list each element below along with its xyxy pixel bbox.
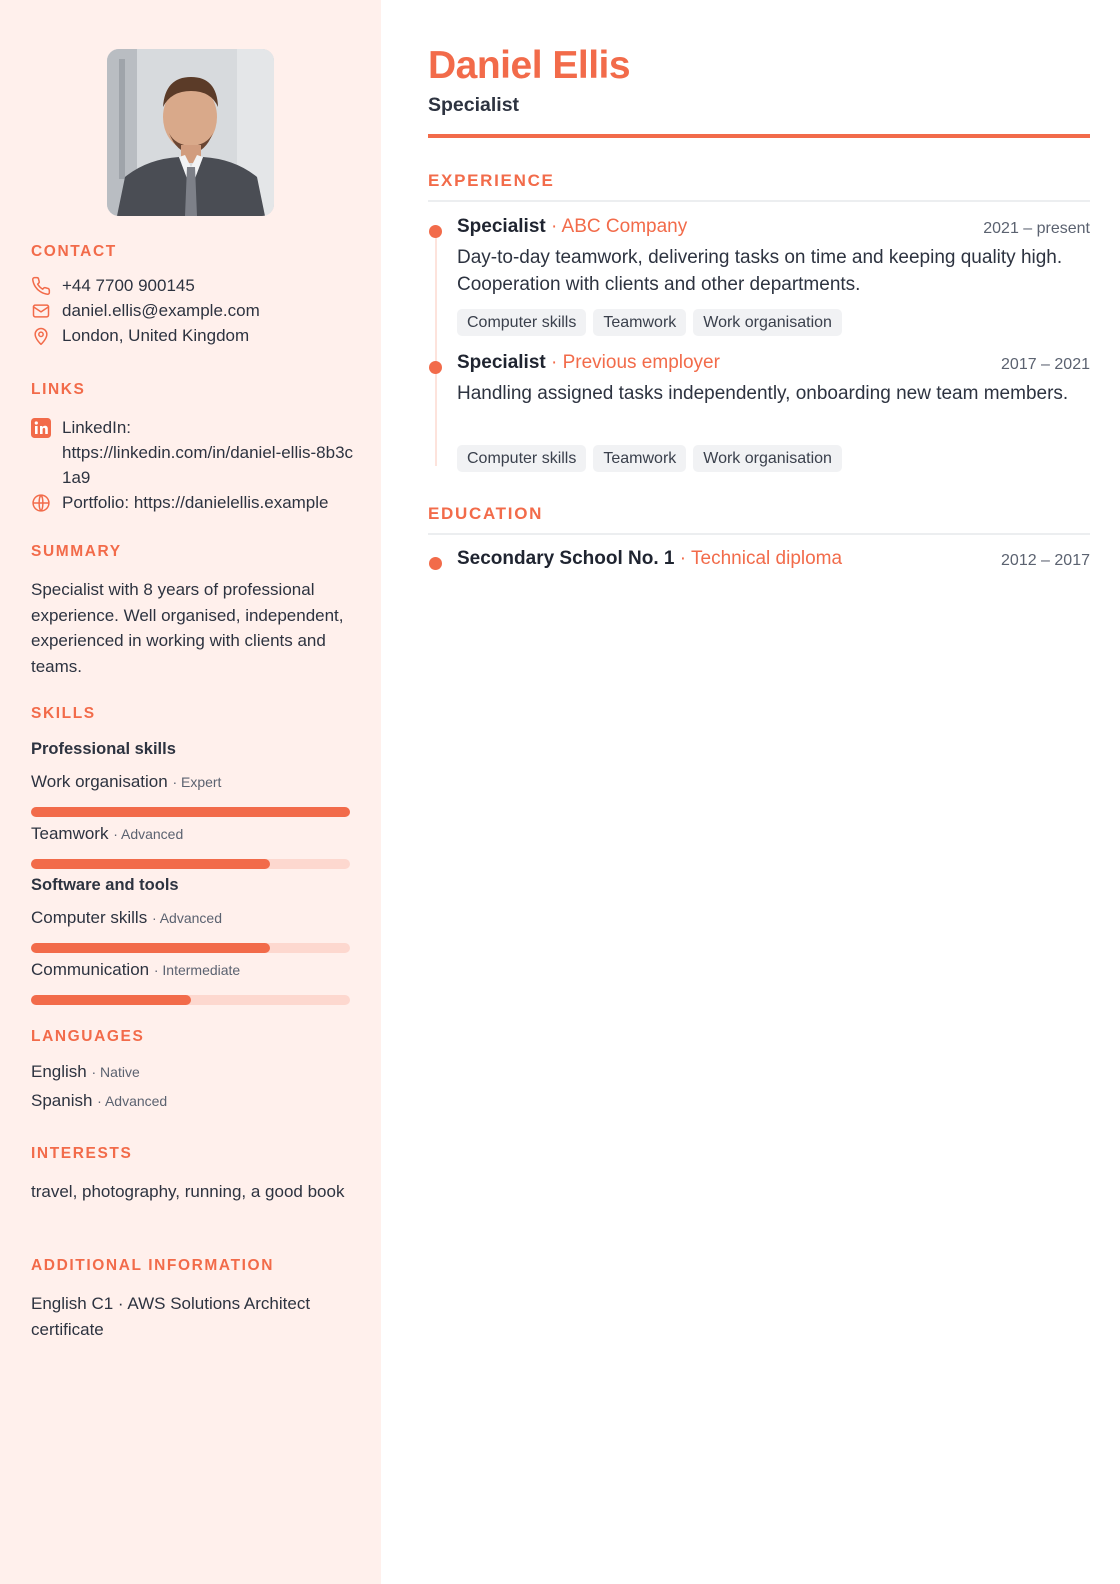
portfolio-link[interactable] [31,490,362,515]
linkedin-icon [31,418,51,438]
skill-tag: Work organisation [693,309,842,336]
education-dates: 2012 – 2017 [1001,552,1090,569]
experience-position: Specialist [457,216,546,237]
skill-bar-fill [31,943,270,953]
experience-description: Handling assigned tasks independently, onboarding new team members. [457,383,1069,404]
experience-entry-header [457,216,687,238]
timeline-dot [429,361,442,374]
linkedin-url[interactable]: https://linkedin.com/in/daniel-ellis-8b3c1a9 [62,443,354,487]
language-level: · Advanced [97,1093,168,1109]
skill-bar-fill [31,859,270,869]
mail-icon [31,301,51,321]
header-divider [428,134,1090,138]
interests-text: travel, photography, running, a good book [31,1182,345,1201]
additional-info-title: ADDITIONAL INFORMATION [31,1257,274,1274]
location-text: London, United Kingdom [62,326,250,345]
skill-bar [31,859,350,869]
skill-bar [31,995,350,1005]
education-title: EDUCATION [428,504,544,523]
candidate-name: Daniel Ellis [428,44,631,87]
email-text: daniel.ellis@example.com [62,301,260,320]
skill-name-text: Work organisation [31,772,168,791]
profile-photo [107,49,274,216]
education-divider [428,533,1090,535]
portfolio-url[interactable]: https://danielellis.example [133,493,329,512]
education-degree: · Technical diploma [674,548,843,569]
experience-tags [457,309,842,336]
skill-level-text: · Advanced [151,910,222,926]
experience-tags [457,445,842,472]
skill-bar [31,807,350,817]
timeline-dot [429,225,442,238]
skill-level-text: · Advanced [113,826,184,842]
experience-description: Day-to-day teamwork, delivering tasks on time and keeping quality high. Cooperation with clients and other departments. [457,247,1063,295]
skill-bar-fill [31,995,191,1005]
contact-email[interactable] [31,301,260,321]
experience-timeline [435,234,437,466]
summary-title: SUMMARY [31,543,122,560]
languages-title: LANGUAGES [31,1028,145,1045]
linkedin-label: LinkedIn: [62,418,131,437]
candidate-role: Specialist [428,94,520,116]
experience-org: · ABC Company [545,216,688,237]
skill-tag: Computer skills [457,309,586,336]
experience-entry-header [457,352,720,374]
skill-name-text: Teamwork [31,824,109,843]
skill-level-text: · Expert [172,774,222,790]
skill-name-text: Communication [31,960,150,979]
education-school: Secondary School No. 1 [457,548,675,569]
sidebar [0,0,381,1584]
skill-tag: Teamwork [593,309,686,336]
portfolio-label: Portfolio: [62,493,130,512]
skill-level-text: · Intermediate [153,962,241,978]
summary-text: Specialist with 8 years of professional experience. Well organised, independent, experienced in working with clients and teams. [31,580,344,676]
education-entry-header [457,548,842,570]
skill-bar [31,943,350,953]
linkedin-link[interactable] [31,415,362,490]
experience-divider [428,200,1090,202]
timeline-dot [429,557,442,570]
skill-group-professional: Professional skills [31,740,176,758]
contact-location [31,326,249,346]
skill-tag: Work organisation [693,445,842,472]
interests-title: INTERESTS [31,1145,133,1162]
phone-text: +44 7700 900145 [62,276,195,295]
experience-dates: 2021 – present [983,220,1090,237]
globe-icon [31,493,51,513]
experience-title: EXPERIENCE [428,171,555,190]
skills-title: SKILLS [31,705,96,722]
contact-title: CONTACT [31,243,117,260]
skill-teamwork [31,824,183,844]
links-title: LINKS [31,381,86,398]
language-english [31,1062,140,1082]
skill-communication [31,960,240,980]
skill-group-software: Software and tools [31,876,179,894]
experience-dates: 2017 – 2021 [1001,356,1090,373]
skill-tag: Computer skills [457,445,586,472]
skill-work-organisation [31,772,221,792]
skill-computer-skills [31,908,222,928]
language-name: English [31,1062,87,1081]
additional-info-text: English C1 · AWS Solutions Architect certificate [31,1294,311,1339]
skill-name-text: Computer skills [31,908,148,927]
skill-tag: Teamwork [593,445,686,472]
skill-bar-fill [31,807,350,817]
experience-position: Specialist [457,352,546,373]
phone-icon [31,276,51,296]
location-pin-icon [31,326,51,346]
experience-org: · Previous employer [545,352,720,373]
contact-phone[interactable] [31,276,195,296]
language-level: · Native [91,1064,140,1080]
language-name: Spanish [31,1091,93,1110]
language-spanish [31,1091,167,1111]
